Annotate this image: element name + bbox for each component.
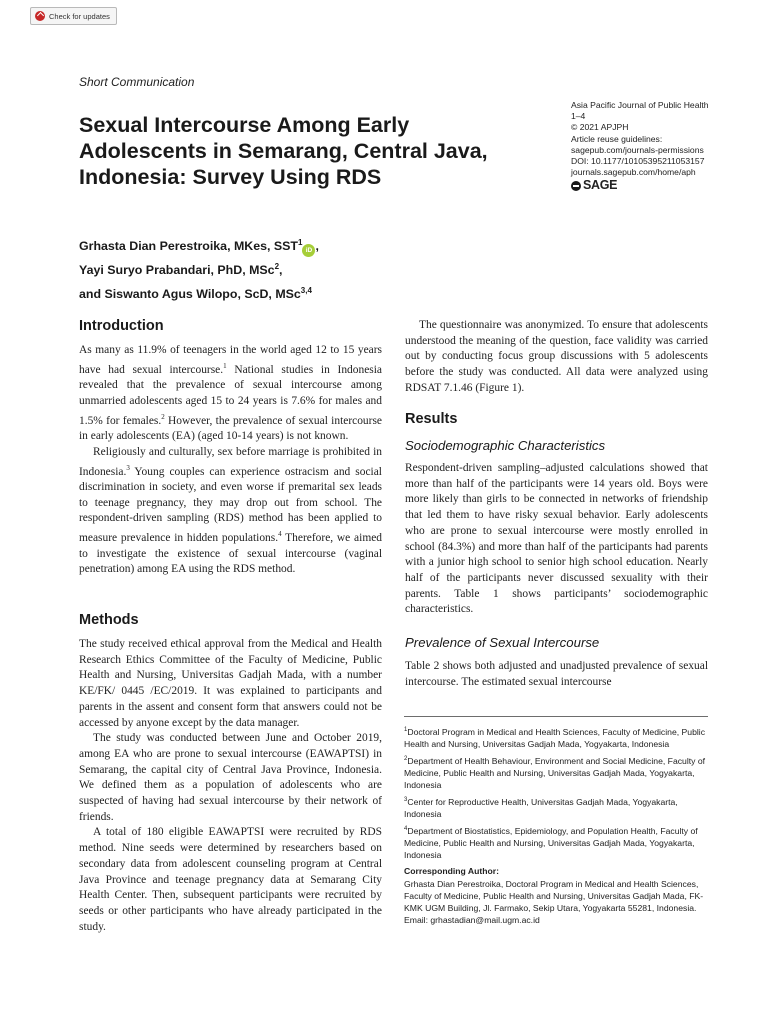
corresponding-author	[404, 865, 714, 926]
corresponding-author-heading: Corresponding Author:	[404, 866, 500, 877]
methods-paragraph-2: The study was conducted between June and October 2019, among EA who are prone to sexual intercourse (EAWAPTSI) in Semarang, the capital city of Central Java Province, Indonesia. We defined them as a population of adolescents who are suspected of having had sexual intercourse by their network of friends.	[79, 732, 382, 823]
doi-link[interactable]: DOI: 10.1177/10105395211053157	[571, 156, 705, 167]
check-for-updates-label: Check for updates	[49, 11, 110, 21]
methods-body	[79, 637, 382, 935]
methods-paragraph-1: The study received ethical approval from the Medical and Health Research Ethics Committee of the Faculty of Medicine, Public Health and Nursing, Universitas Gadjah Mada, with a number KE/FK/ 0445 /EC/2019. It was explained to participants and parents in the assent and consent form that answers could not be accessed by anyone except by the data manager.	[79, 638, 382, 729]
check-for-updates-button[interactable]	[30, 7, 117, 25]
sage-wordmark: SAGE	[583, 178, 618, 193]
orcid-icon[interactable]: iD	[302, 244, 315, 257]
sociodemographic-heading: Sociodemographic Characteristics	[405, 438, 606, 453]
affiliation-1: $^1$Doctoral Program in Medical and Health Sciences, Faculty of Medicine, Public Health and Nursing, Universitas Gadjah Mada, Yogyakarta, Indonesia	[404, 726, 706, 750]
prevalence-heading: Prevalence of Sexual Intercourse	[405, 635, 600, 650]
prevalence-paragraph: Table 2 shows both adjusted and unadjusted prevalence of sexual intercourse. The estimated sexual intercourse	[405, 660, 708, 688]
sage-mark-icon	[571, 181, 581, 191]
reuse-label: Article reuse guidelines:	[571, 133, 663, 144]
journal-info	[571, 100, 751, 192]
methods-continued	[405, 318, 708, 397]
author-2: Yayi Suryo Prabandari, PhD, MSc$^2$,	[79, 262, 283, 278]
intro-paragraph-1: As many as 11.9% of teenagers in the world aged 12 to 15 years have had sexual intercourse.$^1$ National studies in Indonesia revealed that the prevalence of sexual intercourse among unmarried adolescents aged 15 to 24 years is 7.6% for males and 1.5% for females.$^2$ However, the prevalence of sexual intercourse in early adolescents (EA) (aged 10-14 years) is not known.	[79, 344, 382, 443]
results-heading: Results	[405, 411, 458, 427]
methods-heading: Methods	[79, 612, 139, 628]
prevalence-body	[405, 659, 708, 690]
footnote-divider	[404, 716, 708, 717]
affiliations	[404, 724, 714, 926]
affiliation-3: $^3$Center for Reproductive Health, Universitas Gadjah Mada, Yogyakarta, Indonesia	[404, 796, 678, 820]
questionnaire-paragraph: The questionnaire was anonymized. To ensure that adolescents understood the meaning of the question, face validity was carried out by conducting focus group discussions with 5 adolescents before the study was conducted. All data were analyzed using RDSAT 7.1.46 (Figure 1).	[405, 319, 708, 394]
author-3: and Siswanto Agus Wilopo, ScD, MSc$^{3,4}$	[79, 285, 312, 301]
sociodemographic-body	[405, 461, 708, 618]
affiliation-4: $^4$Department of Biostatistics, Epidemiology, and Population Health, Faculty of Medicine, Public Health and Nursing, Universitas Gadjah Mada, Yogyakarta, Indonesia	[404, 825, 698, 861]
permissions-link[interactable]: sagepub.com/journals-permissions	[571, 144, 704, 155]
introduction-body	[79, 343, 382, 578]
article-type-label: Short Communication	[79, 75, 195, 89]
affiliation-2: $^2$Department of Health Behaviour, Environment and Social Medicine, Faculty of Medicine, Public Health and Nursing, Universitas Gadjah Mada, Yogyakarta, Indonesia	[404, 755, 706, 791]
author-list	[79, 233, 439, 304]
journal-home-link[interactable]: journals.sagepub.com/home/aph	[571, 167, 696, 178]
check-for-updates-icon	[35, 11, 45, 21]
introduction-heading: Introduction	[79, 318, 164, 334]
corresponding-author-email[interactable]: Email: grhastadian@mail.ugm.ac.id	[404, 915, 540, 926]
journal-name: Asia Pacific Journal of Public Health	[571, 100, 709, 110]
sociodemographic-paragraph: Respondent-driven sampling–adjusted calculations showed that more than half of the participants were 14 years old. Boys were more likely than girls to be connected in networks of friendship that led them to have risky sexual behavior. Early adolescents who are prone to sexual intercourse were mostly enrolled in school (84.3%) and more than half of the participants had parents with a junior high school to senior high school education. Nearly half of the participants never discussed sexuality with their parents. Table 1 shows participants’ sociodemographic characteristics.	[405, 462, 708, 616]
sage-logo	[571, 180, 751, 191]
page-range: 1–4	[571, 111, 586, 122]
corresponding-author-address: Grhasta Dian Perestroika, Doctoral Program in Medical and Health Sciences, Faculty of Medicine, Public Health and Nursing, Universitas Gadjah Mada, FK-KMK UGM Building, Jl. Farmako, Sekip Utara, Yogyakarta 55281, Indonesia.	[404, 878, 704, 913]
article-title: Sexual Intercourse Among Early Adolescents in Semarang, Central Java, Indonesia: Survey Using RDS	[79, 113, 488, 189]
author-1: Grhasta Dian Perestroika, MKes, SST$^1$iD ,	[79, 233, 439, 257]
methods-paragraph-3: A total of 180 eligible EAWAPTSI were recruited by RDS method. Nine seeds were determined by researchers based on secondary data from adolescent counseling program at Central Java Province and teenage pregnancy data at Semarang City Health Center. Then, subsequent participants were recruited by seeds or other participants who have already participated in the study.	[79, 826, 382, 933]
intro-paragraph-2: Religiously and culturally, sex before marriage is prohibited in Indonesia.$^3$ Young couples can experience ostracism and social discrimination in society, and even worse if premarital sex leads to teenage pregnancy, they may drop out from school. The respondent-driven sampling (RDS) method has been applied to measure prevalence in hidden populations.$^4$ Therefore, we aimed to investigate the existence of sexual intercourse (vaginal penetration) among EA using the RDS method.	[79, 445, 383, 576]
copyright: © 2021 APJPH	[571, 122, 629, 133]
